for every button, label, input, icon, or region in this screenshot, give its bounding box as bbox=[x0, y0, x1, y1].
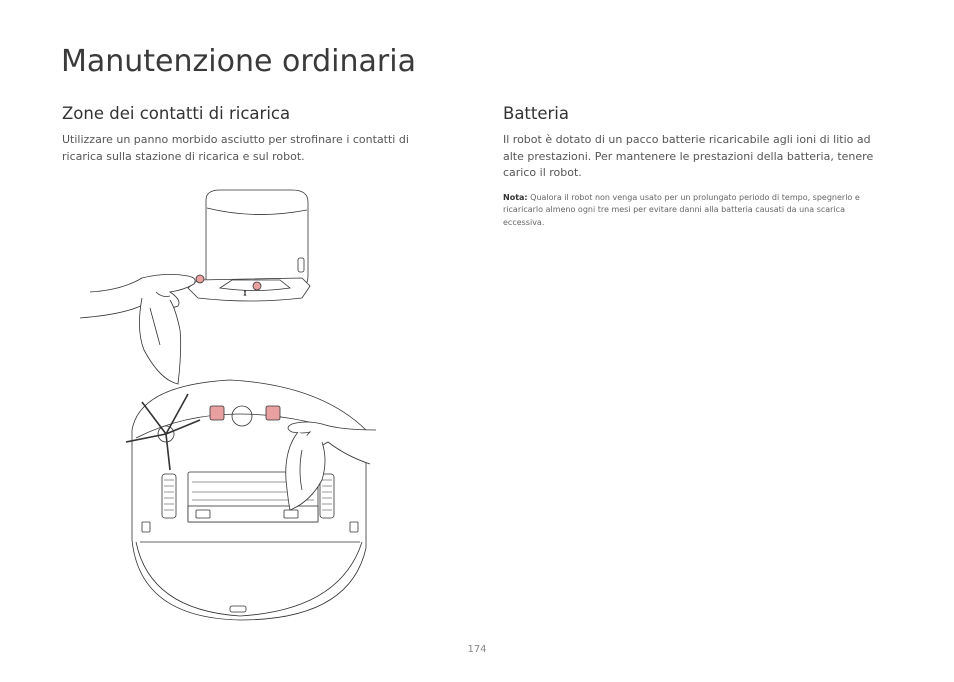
note-text: Qualora il robot non venga usato per un prolungato periodo di tempo, spegnerlo e ricaricarlo almeno ogni tre mesi per evitare danni alla batteria causati da una scarica eccessiva. bbox=[503, 192, 860, 227]
battery-section bbox=[503, 104, 883, 229]
dock-contact-left bbox=[196, 275, 204, 283]
dock-contact-right bbox=[253, 282, 261, 290]
battery-note bbox=[503, 192, 883, 230]
charging-contacts-heading: Zone dei contatti di ricarica bbox=[62, 104, 291, 123]
charging-contacts-text: Utilizzare un panno morbido asciutto per strofinare i contatti di ricarica sulla stazione di ricarica e sul robot. bbox=[62, 133, 409, 163]
battery-text: Il robot è dotato di un pacco batterie ricaricabile agli ioni di litio ad alte prestazioni. Per mantenere le prestazioni della batteria, tenere carico il robot. bbox=[503, 133, 874, 179]
page-number: 174 bbox=[467, 644, 487, 655]
cleaning-illustration bbox=[70, 180, 390, 625]
note-label: Nota: bbox=[503, 192, 528, 202]
robot-contact-left bbox=[210, 406, 224, 420]
robot-underside bbox=[126, 380, 366, 620]
battery-heading: Batteria bbox=[503, 104, 569, 123]
charging-dock bbox=[188, 190, 310, 301]
page-title: Manutenzione ordinaria bbox=[61, 44, 416, 79]
hand-with-cloth-dock bbox=[80, 274, 195, 384]
robot-contact-right bbox=[266, 406, 280, 420]
charging-contacts-section bbox=[62, 104, 452, 165]
